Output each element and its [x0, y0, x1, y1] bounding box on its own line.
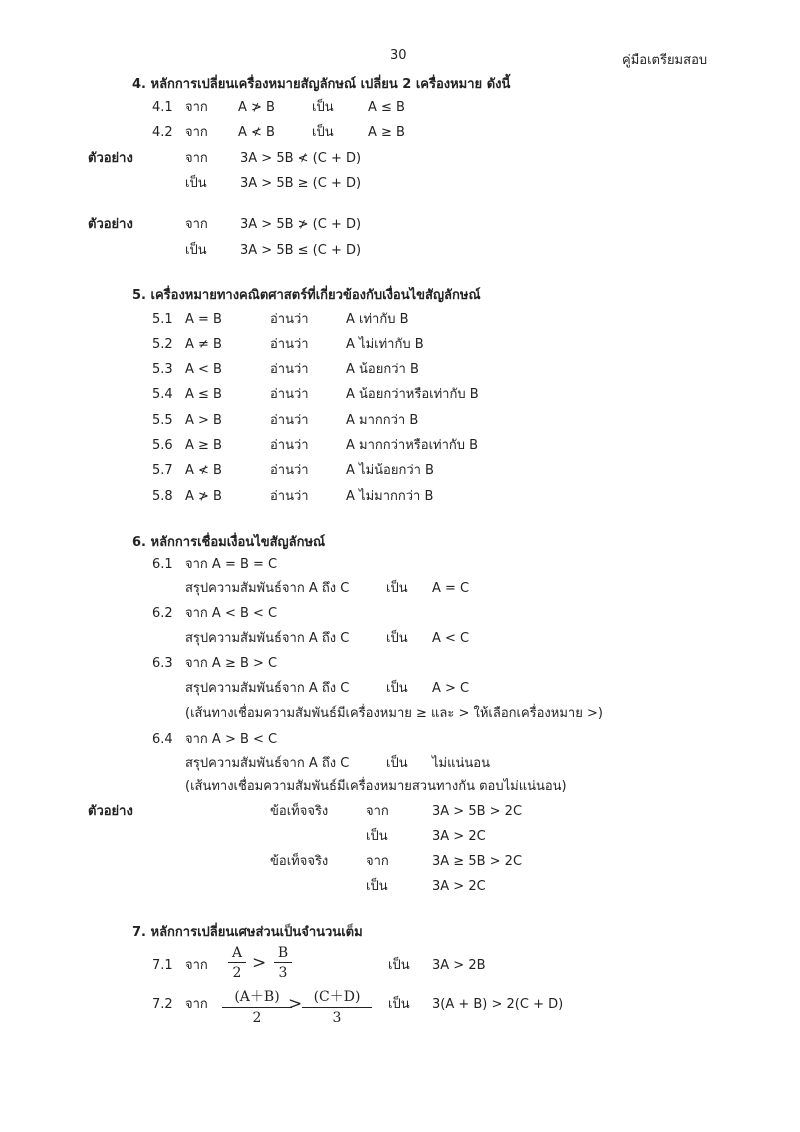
fact-1-as: เป็น: [366, 829, 388, 844]
item-6-4-result: ไม่แน่นอน: [432, 756, 490, 771]
denominator: 3: [278, 965, 288, 981]
item-4-1-from: จาก: [185, 100, 208, 115]
row-5-8-number: 5.8: [152, 489, 173, 504]
item-4-1-expression: A ≯ B: [238, 100, 275, 115]
item-6-2-number: 6.2: [152, 606, 173, 621]
row-5-4-number: 5.4: [152, 387, 173, 402]
row-5-1-meaning: A เท่ากับ B: [346, 312, 409, 327]
item-6-3-condition: จาก A ≥ B > C: [185, 656, 278, 671]
document-title: คู่มือเตรียมสอบ: [622, 53, 708, 68]
numerator: A: [228, 945, 246, 963]
row-5-5-number: 5.5: [152, 413, 173, 428]
row-5-1-read: อ่านว่า: [270, 312, 309, 327]
item-7-1-number: 7.1: [152, 958, 173, 973]
row-5-5-read: อ่านว่า: [270, 413, 309, 428]
fact-2-label: ข้อเท็จจริง: [270, 854, 329, 869]
example-2-from: จาก: [185, 217, 208, 232]
item-6-3-result: A > C: [432, 681, 470, 696]
item-6-2-as: เป็น: [386, 631, 408, 646]
section-6-title: 6. หลักการเชื่อมเงื่อนไขสัญลักษณ์: [132, 535, 326, 550]
fraction-a-plus-b-over-2: [222, 986, 292, 1026]
row-5-8-read: อ่านว่า: [270, 489, 309, 504]
item-6-3-note: (เส้นทางเชื่อมความสัมพันธ์มีเครื่องหมาย ≥ และ > ให้เลือกเครื่องหมาย >): [185, 706, 603, 721]
item-7-1-from: จาก: [185, 958, 208, 973]
greater-than-operator: >: [252, 953, 267, 973]
item-6-3-number: 6.3: [152, 656, 173, 671]
fact-2-result: 3A > 2C: [432, 879, 486, 894]
row-5-3-number: 5.3: [152, 362, 173, 377]
row-5-7-meaning: A ไม่น้อยกว่า B: [346, 463, 434, 478]
row-5-2-symbol: A ≠ B: [185, 337, 222, 352]
item-6-3-as: เป็น: [386, 681, 408, 696]
row-5-7-read: อ่านว่า: [270, 463, 309, 478]
item-4-1-as: เป็น: [312, 100, 334, 115]
row-5-4-symbol: A ≤ B: [185, 387, 222, 402]
page-number: 30: [390, 48, 407, 63]
item-6-4-as: เป็น: [386, 756, 408, 771]
row-5-1-symbol: A = B: [185, 312, 222, 327]
row-5-3-read: อ่านว่า: [270, 362, 309, 377]
row-5-2-read: อ่านว่า: [270, 337, 309, 352]
item-4-2-result: A ≥ B: [368, 125, 405, 140]
row-5-6-read: อ่านว่า: [270, 438, 309, 453]
denominator: 3: [332, 1010, 342, 1026]
row-5-6-meaning: A มากกว่าหรือเท่ากับ B: [346, 438, 479, 453]
row-5-7-number: 5.7: [152, 463, 173, 478]
item-4-2-as: เป็น: [312, 125, 334, 140]
item-6-4-note: (เส้นทางเชื่อมความสัมพันธ์มีเครื่องหมายสวนทางกัน ตอบไม่แน่นอน): [185, 779, 567, 794]
section-4-title: 4. หลักการเปลี่ยนเครื่องหมายสัญลักษณ์ เปลี่ยน 2 เครื่องหมาย ดังนี้: [132, 77, 511, 92]
fraction-c-plus-d-over-3: [302, 986, 372, 1026]
item-4-2-from: จาก: [185, 125, 208, 140]
example-1-from: จาก: [185, 151, 208, 166]
row-5-5-symbol: A > B: [185, 413, 222, 428]
numerator: B: [274, 945, 292, 963]
fact-1-expression: 3A > 5B > 2C: [432, 804, 523, 819]
example-label: ตัวอย่าง: [88, 151, 133, 166]
row-5-6-symbol: A ≥ B: [185, 438, 222, 453]
example-label: ตัวอย่าง: [88, 804, 133, 819]
item-6-4-condition: จาก A > B < C: [185, 732, 278, 747]
item-6-1-result: A = C: [432, 581, 470, 596]
item-6-1-number: 6.1: [152, 557, 173, 572]
item-7-1-as: เป็น: [388, 958, 410, 973]
item-6-2-result: A < C: [432, 631, 470, 646]
item-6-3-summary: สรุปความสัมพันธ์จาก A ถึง C: [185, 681, 350, 696]
row-5-7-symbol: A ≮ B: [185, 463, 222, 478]
fact-1-label: ข้อเท็จจริง: [270, 804, 329, 819]
row-5-8-meaning: A ไม่มากกว่า B: [346, 489, 434, 504]
item-6-2-summary: สรุปความสัมพันธ์จาก A ถึง C: [185, 631, 350, 646]
fact-1-from: จาก: [366, 804, 389, 819]
item-6-1-as: เป็น: [386, 581, 408, 596]
row-5-1-number: 5.1: [152, 312, 173, 327]
example-1-as: เป็น: [185, 176, 207, 191]
item-4-1-number: 4.1: [152, 100, 173, 115]
item-4-1-result: A ≤ B: [368, 100, 405, 115]
item-6-4-summary: สรุปความสัมพันธ์จาก A ถึง C: [185, 756, 350, 771]
row-5-3-meaning: A น้อยกว่า B: [346, 362, 419, 377]
item-7-2-number: 7.2: [152, 997, 173, 1012]
item-7-2-as: เป็น: [388, 997, 410, 1012]
item-7-2-result: 3(A + B) > 2(C + D): [432, 997, 564, 1012]
item-6-1-summary: สรุปความสัมพันธ์จาก A ถึง C: [185, 581, 350, 596]
row-5-8-symbol: A ≯ B: [185, 489, 222, 504]
example-2-result: 3A > 5B ≤ (C + D): [240, 243, 362, 258]
row-5-4-meaning: A น้อยกว่าหรือเท่ากับ B: [346, 387, 479, 402]
example-label: ตัวอย่าง: [88, 217, 133, 232]
item-7-1-result: 3A > 2B: [432, 958, 486, 973]
section-7-title: 7. หลักการเปลี่ยนเศษส่วนเป็นจำนวนเต็ม: [132, 925, 363, 940]
fact-1-result: 3A > 2C: [432, 829, 486, 844]
row-5-6-number: 5.6: [152, 438, 173, 453]
numerator: (A＋B): [222, 986, 292, 1008]
row-5-3-symbol: A < B: [185, 362, 222, 377]
example-2-as: เป็น: [185, 243, 207, 258]
item-6-4-number: 6.4: [152, 732, 173, 747]
item-4-2-number: 4.2: [152, 125, 173, 140]
row-5-2-number: 5.2: [152, 337, 173, 352]
row-5-4-read: อ่านว่า: [270, 387, 309, 402]
row-5-2-meaning: A ไม่เท่ากับ B: [346, 337, 424, 352]
fraction-b-over-3: [248, 945, 318, 981]
item-6-1-condition: จาก A = B = C: [185, 557, 278, 572]
fact-2-expression: 3A ≥ 5B > 2C: [432, 854, 523, 869]
greater-than-operator: >: [288, 994, 303, 1014]
numerator: (C＋D): [302, 986, 372, 1008]
item-4-2-expression: A ≮ B: [238, 125, 275, 140]
denominator: 2: [252, 1010, 262, 1026]
example-1-expression: 3A > 5B ≮ (C + D): [240, 151, 362, 166]
denominator: 2: [232, 965, 242, 981]
example-1-result: 3A > 5B ≥ (C + D): [240, 176, 362, 191]
item-7-2-from: จาก: [185, 997, 208, 1012]
section-5-title: 5. เครื่องหมายทางคณิตศาสตร์ที่เกี่ยวข้องกับเงื่อนไขสัญลักษณ์: [132, 288, 481, 303]
example-2-expression: 3A > 5B ≯ (C + D): [240, 217, 362, 232]
fact-2-as: เป็น: [366, 879, 388, 894]
item-6-2-condition: จาก A < B < C: [185, 606, 278, 621]
fact-2-from: จาก: [366, 854, 389, 869]
row-5-5-meaning: A มากกว่า B: [346, 413, 419, 428]
